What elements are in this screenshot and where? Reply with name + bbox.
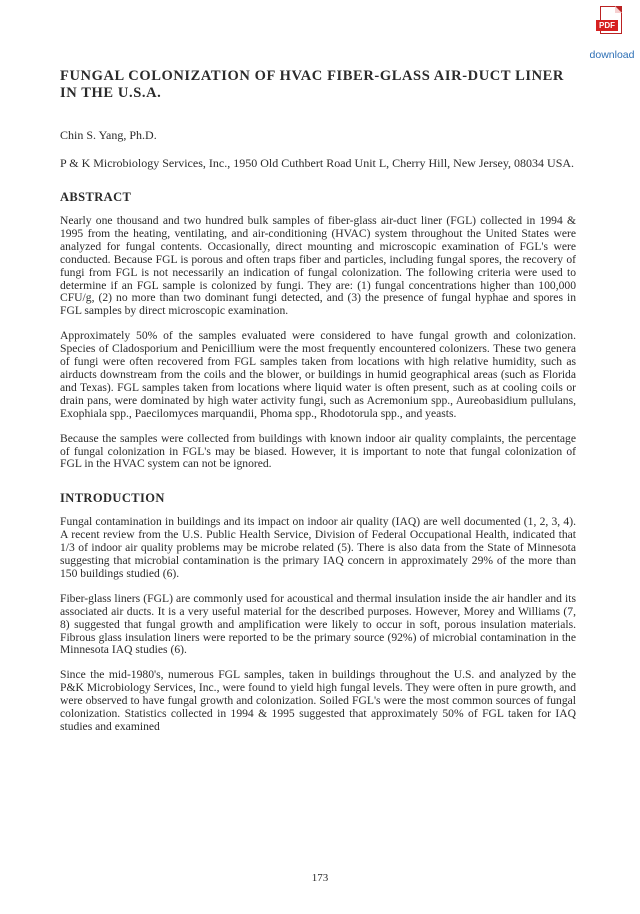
page-number: 173 [311,872,329,884]
affiliation: P & K Microbiology Services, Inc., 1950 Old Cuthbert Road Unit L, Cherry Hill, New Jersey, 08034 USA. [60,156,575,170]
pdf-label: PDF [596,20,618,31]
author: Chin S. Yang, Ph.D. [60,128,157,142]
paper-title: FUNGAL COLONIZATION OF HVAC FIBER-GLASS AIR-DUCT LINER IN THE U.S.A. [60,68,564,101]
abstract-paragraph-1: Nearly one thousand and two hundred bulk samples of fiber-glass air-duct liner (FGL) collected in 1994 & 1995 from the heating, ventilating, and air-conditioning (HVAC) system throughout the United States were analyzed for fungal contents. Occasionally, direct mounting and microscopic examination of FGL's were conducted. Because FGL is porous and often traps fiber and particles, including fungal spores, the recovery of fungi from FGL is not necessarily an indication of fungal colonization. The following criteria were used to determine if an FGL sample is colonized by fungi. They are: (1) fungal concentrations higher than 100,000 CFU/g, (2) no more than two dominant fungi detected, and (3) the presence of fungal hyphae and spores in FGL samples by direct microscopic examination. [60,214,576,318]
abstract-paragraph-2: Approximately 50% of the samples evaluated were considered to have fungal growth and colonization. Species of Cladosporium and Penicillium were the most frequently encountered colonizers. These two genera of fungi were often recovered from FGL samples taken from locations with high relative humidity, such as airducts downstream from the coils and the blower, or buildings in humid geographical areas (such as Florida and Texas). FGL samples taken from locations where liquid water is often present, such as at cooling coils or drain pans, were dominated by high water activity fungi, such as Acremonium spp., Aureobasidium pullulans, Exophiala spp., Paecilomyces marquandii, Phoma spp., Rhodotorula spp., and yeasts. [60,329,576,420]
abstract-heading: ABSTRACT [60,190,132,204]
introduction-paragraph-3: Since the mid-1980's, numerous FGL samples, taken in buildings throughout the U.S. and analyzed by the P&K Microbiology Services, Inc., were found to yield high fungal levels. They were often in pure growth, and were observed to have fungal growth and colonization. Soiled FGL's were the most common sources of fungal colonization. Statistics collected in 1994 & 1995 suggested that approximately 50% of FGL taken for IAQ studies and examined [60,668,576,733]
pdf-download-link[interactable] [586,6,638,60]
introduction-paragraph-2: Fiber-glass liners (FGL) are commonly used for acoustical and thermal insulation inside the air handler and its associated air ducts. It is a very useful material for the described purposes. However, Morey and Williams (7, 8) suggested that fungal growth and amplification were likely to occur in soft, porous insulation materials. Fibrous glass insulation liners were reported to be the primary source (92%) of microbial contamination in the Minnesota IAQ studies (6). [60,591,576,657]
introduction-paragraph-1: Fungal contamination in buildings and its impact on indoor air quality (IAQ) are well documented (1, 2, 3, 4). A recent review from the U.S. Public Health Service, Division of Federal Occupational Health, indicated that 1/3 of indoor air quality problems may be microbe related (5). There is also data from the State of Minnesota suggesting that microbial contamination is the primary IAQ concern in approximately 29% of the more than 150 buildings studied (6). [60,515,576,580]
introduction-heading: INTRODUCTION [60,491,165,506]
abstract-paragraph-3: Because the samples were collected from buildings with known indoor air quality complaints, the percentage of fungal colonization in FGL's may be biased. However, it is important to note that fungal colonization of FGL in the HVAC system can not be ignored. [60,431,576,471]
download-label: download [589,49,635,61]
paper-page [60,68,576,746]
